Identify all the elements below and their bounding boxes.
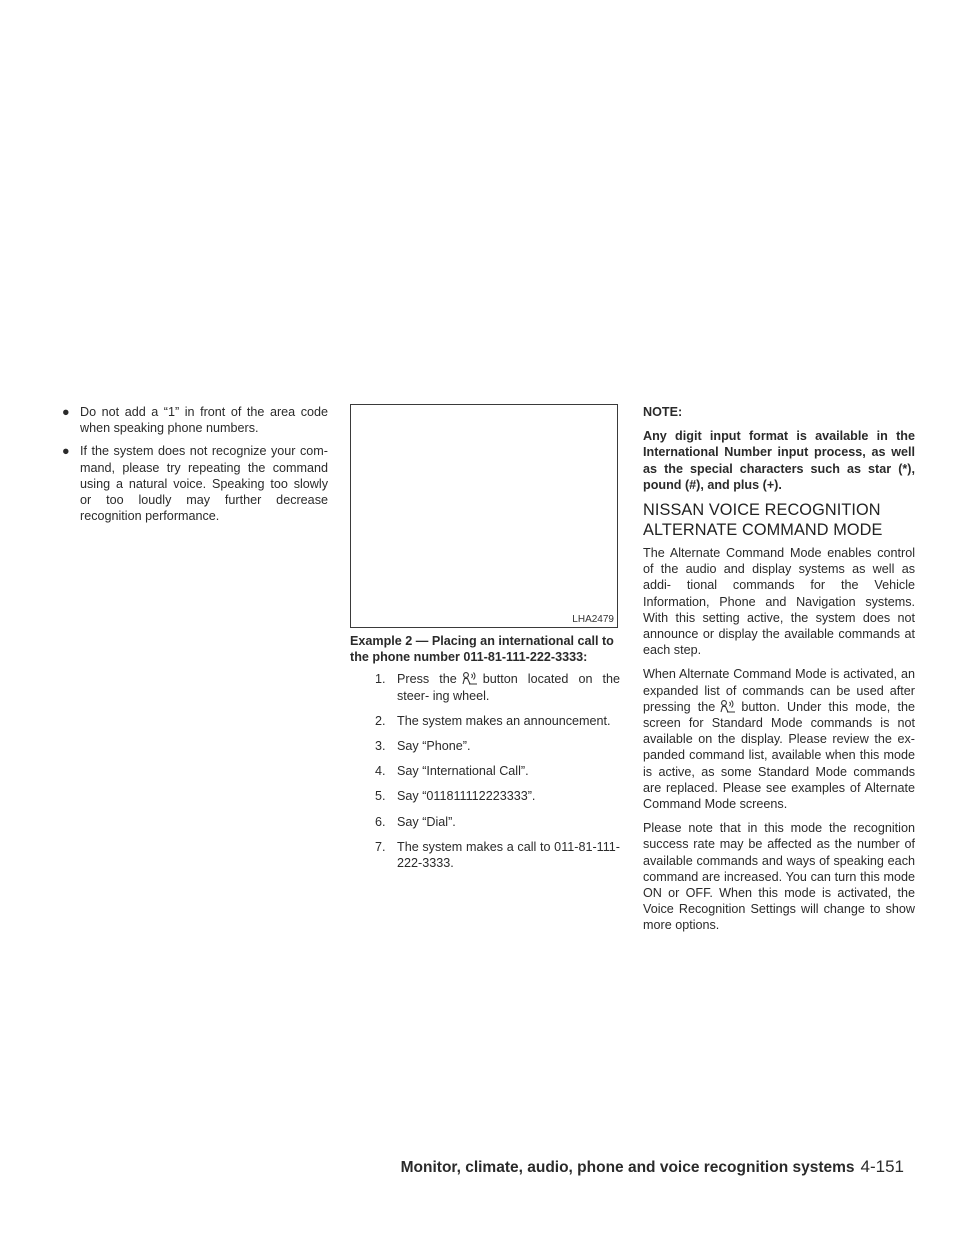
bullet-text: If the system does not recognize your com- mand, please try repeating the command using a natural voice. Speaking too slowly or too loudly may further decrease recognition performance. bbox=[80, 444, 328, 524]
bullet-item bbox=[58, 443, 328, 524]
left-column bbox=[58, 404, 328, 531]
step-item: 1. Press the button located on the steer- ing wheel. bbox=[375, 672, 621, 703]
paragraph: The Alternate Command Mode enables control of the audio and display systems as well as addi- tional commands for the Vehicle Information, Phone and Navigation systems. With this setting active, the system does not announce or display the available commands at each step. bbox=[643, 546, 915, 658]
right-column bbox=[643, 404, 915, 942]
illustration-frame bbox=[350, 404, 618, 628]
example-caption: Example 2 — Placing an international call to the phone number 011-81-111-222-3333: bbox=[350, 634, 614, 665]
step-item: 3. Say “Phone”. bbox=[375, 739, 471, 754]
step-item: 4. Say “International Call”. bbox=[375, 764, 529, 779]
step-item: 2. The system makes an announcement. bbox=[375, 713, 611, 728]
middle-column bbox=[350, 404, 620, 880]
bullet-icon: ● bbox=[62, 444, 70, 459]
page-number: 4-151 bbox=[860, 1157, 904, 1176]
bullet-icon: ● bbox=[62, 405, 70, 419]
bullet-text: Do not add a “1” in front of the area code when speaking phone numbers. bbox=[80, 405, 328, 436]
talk-button-icon bbox=[719, 699, 737, 714]
paragraph: Please note that in this mode the recognition success rate may be affected as the number of available commands and ways of speaking each command are increased. You can turn this mode ON or OFF. When this mode is activated, the Voice Recognition Settings will change to show more options. bbox=[643, 821, 915, 933]
paragraph: When Alternate Command Mode is activated, an expanded list of commands can be used after pressing the button. Under this mode, the screen for Standard Mode commands is not available on the display. Please review the ex- panded command list, available when this mode is active, as some Standard Mode commands are replaced. Please see examples of Alternate Command Mode screens. bbox=[643, 667, 916, 812]
bullet-item bbox=[58, 404, 328, 436]
talk-button-icon bbox=[461, 671, 479, 686]
figure-code: LHA2479 bbox=[572, 614, 614, 625]
step-item: 7. The system makes a call to 011-81-111- 222-3333. bbox=[375, 839, 620, 871]
step-item: 5. Say “011811112223333”. bbox=[375, 789, 536, 804]
footer-title: Monitor, climate, audio, phone and voice recognition systems bbox=[400, 1159, 855, 1176]
note-heading: NOTE: bbox=[643, 405, 683, 419]
section-heading: NISSAN VOICE RECOGNITION ALTERNATE COMMAND MODE bbox=[643, 501, 883, 539]
page-footer bbox=[0, 1157, 904, 1178]
step-item: 6. Say “Dial”. bbox=[375, 814, 456, 829]
note-body: Any digit input format is available in the International Number input process, as well as the special characters such as star (*), pound (#), and plus (+). bbox=[643, 429, 915, 492]
steps-list bbox=[350, 671, 620, 871]
